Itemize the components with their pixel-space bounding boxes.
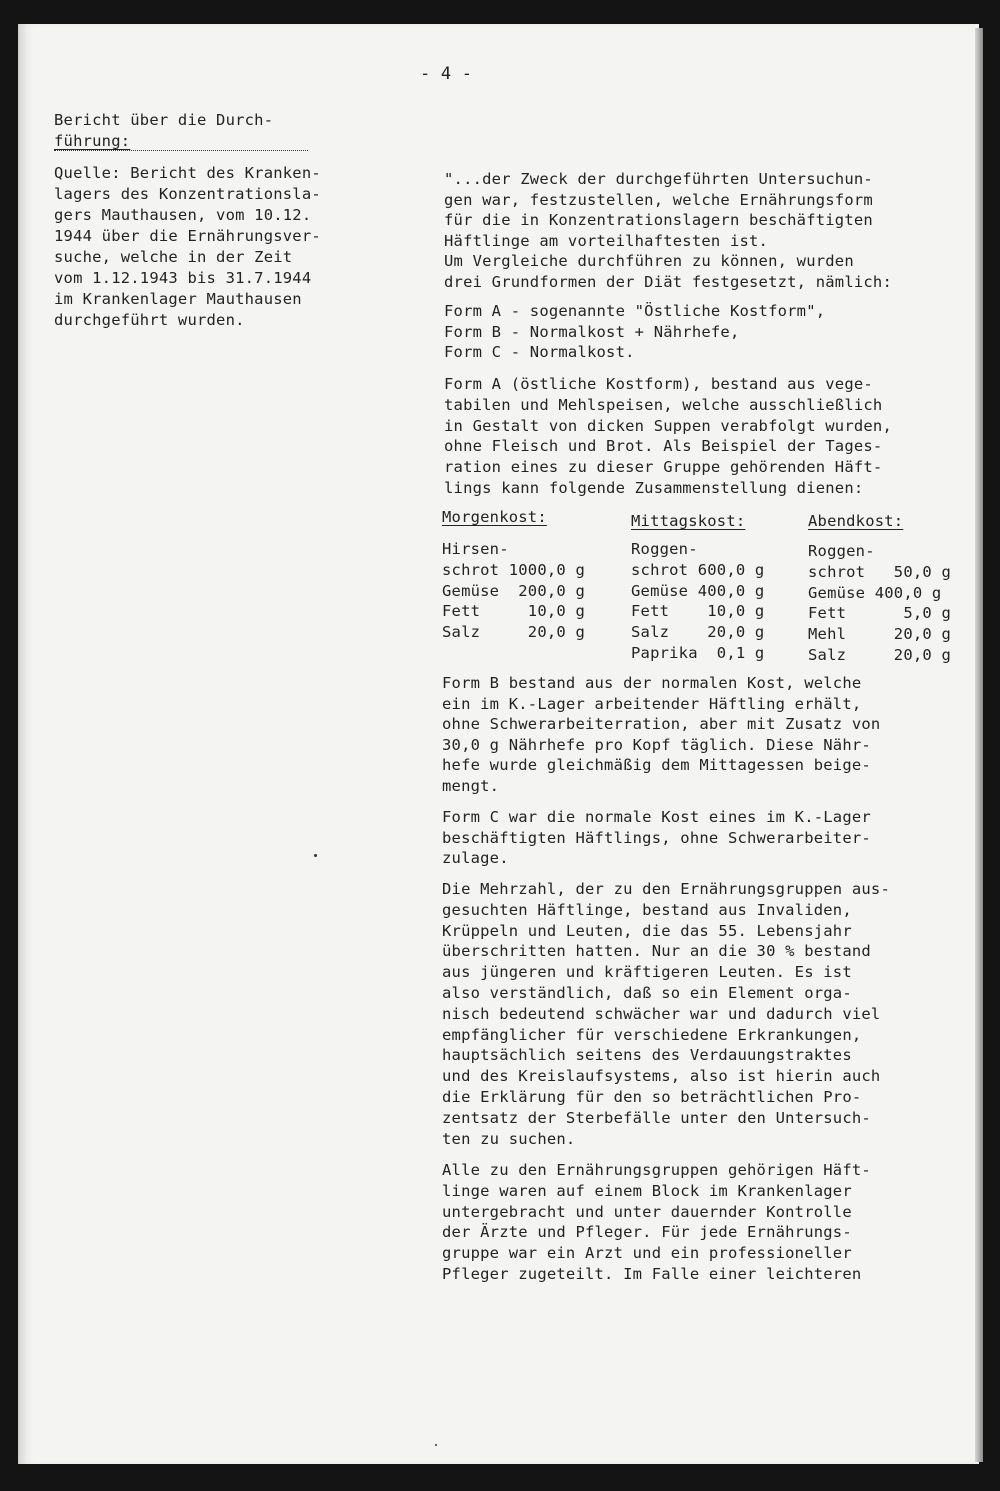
- paragraph-2-line: Form A (östliche Kostform), bestand aus vege-: [444, 375, 873, 393]
- diet-noon-line: Paprika 0,1 g: [631, 644, 765, 662]
- paragraph-5-line: zentsatz der Sterbefälle unter den Untersuch-: [442, 1108, 871, 1127]
- sidebar-source-line: gers Mauthausen, vom 10.12.: [54, 206, 312, 224]
- paragraph-5-line: hauptsächlich seitens des Verdauungstraktes: [442, 1046, 852, 1065]
- paragraph-2-line: ration eines zu dieser Gruppe gehörenden Häft-: [444, 458, 883, 477]
- sidebar-source-line: 1944 über die Ernährungsver-: [54, 227, 321, 245]
- paragraph-5-line: gesuchten Häftlinge, bestand aus Invaliden,: [442, 900, 852, 919]
- sidebar-heading-line: Bericht über die Durch-: [54, 111, 274, 129]
- diet-morning-line: Hirsen-: [442, 540, 509, 558]
- paragraph-5-line: und des Kreislaufsystems, also ist hierin auch: [442, 1067, 881, 1086]
- paragraph-5-line: empfänglicher für verschiedene Erkrankungen,: [442, 1025, 862, 1044]
- sidebar-heading-line: führung:: [54, 132, 131, 150]
- paragraph-5-line: aus jüngeren und kräftigeren Leuten. Es ist: [442, 963, 852, 982]
- diet-evening-line: Gemüse 400,0 g: [808, 583, 942, 602]
- paragraph-5-line: nisch bedeutend schwächer war und dadurch viel: [442, 1004, 881, 1023]
- sidebar-source-line: suche, welche in der Zeit: [54, 248, 293, 266]
- diet-evening-line: Fett 5,0 g: [808, 604, 951, 623]
- diet-form-line: Form A - sogenannte "Östliche Kostform",: [444, 302, 826, 320]
- diet-header-morning: Morgenkost:: [442, 508, 547, 526]
- diet-morning-line: schrot 1000,0 g: [442, 560, 585, 579]
- paragraph-4-line: zulage.: [442, 849, 509, 867]
- page-edge-shadow: [975, 28, 983, 1462]
- paragraph-5-line: die Erklärung für den so beträchtlichen Pro-: [442, 1088, 862, 1106]
- paragraph-4-line: beschäftigten Häftlings, ohne Schwerarbeiter-: [442, 828, 871, 847]
- paragraph-1-line: Häftlinge am vorteilhaftesten ist.: [444, 231, 769, 250]
- diet-form-line: Form C - Normalkost.: [444, 343, 635, 361]
- sidebar-source-line: durchgeführt wurden.: [54, 311, 245, 329]
- paragraph-1-line: gen war, festzustellen, welche Ernährungsform: [444, 190, 873, 209]
- diet-noon-line: Fett 10,0 g: [631, 602, 765, 621]
- paragraph-3-line: Form B bestand aus der normalen Kost, welche: [442, 674, 862, 692]
- paragraph-6-line: linge waren auf einem Block im Krankenlager: [442, 1181, 852, 1200]
- paragraph-3-line: ohne Schwerarbeiterration, aber mit Zusatz von: [442, 715, 881, 733]
- paragraph-5-line: überschritten hatten. Nur an die 30 % bestand: [442, 942, 871, 961]
- sidebar-source-line: Quelle: Bericht des Kranken-: [54, 164, 321, 182]
- diet-evening-line: Salz 20,0 g: [808, 646, 951, 664]
- paragraph-6-line: Alle zu den Ernährungsgruppen gehörigen Häft-: [442, 1161, 871, 1179]
- paragraph-2-line: lings kann folgende Zusammenstellung dienen:: [444, 479, 864, 497]
- paragraph-6-line: Pfleger zugeteilt. Im Falle einer leichteren: [442, 1265, 862, 1283]
- paragraph-5-line: Die Mehrzahl, der zu den Ernährungsgruppen aus-: [442, 880, 890, 898]
- page-number: - 4 -: [420, 64, 473, 84]
- heading-dotted-rule: [54, 150, 308, 151]
- sidebar-source-line: lagers des Konzentrationsla-: [54, 185, 321, 203]
- diet-noon-line: Roggen-: [631, 540, 698, 558]
- diet-header-evening: Abendkost:: [808, 512, 904, 530]
- diet-evening-line: Roggen-: [808, 542, 875, 560]
- sidebar-source-line: vom 1.12.1943 bis 31.7.1944: [54, 269, 312, 287]
- diet-noon-line: schrot 600,0 g: [631, 560, 765, 579]
- paragraph-6-line: der Ärzte und Pfleger. Für jede Ernährungs-: [442, 1223, 852, 1242]
- diet-noon-line: Gemüse 400,0 g: [631, 581, 765, 600]
- paragraph-1-line: drei Grundformen der Diät festgesetzt, nämlich:: [444, 272, 892, 291]
- paragraph-2-line: in Gestalt von dicken Suppen verabfolgt wurden,: [444, 416, 892, 435]
- paragraph-3-line: ein im K.-Lager arbeitender Häftling erhält,: [442, 694, 862, 713]
- paragraph-6-line: untergebracht und unter dauernder Kontrolle: [442, 1202, 852, 1221]
- paragraph-3-line: mengt.: [442, 776, 500, 795]
- paragraph-1-line: für die in Konzentrationslagern beschäftigten: [444, 211, 873, 229]
- diet-morning-line: Fett 10,0 g: [442, 602, 585, 621]
- diet-evening-line: Mehl 20,0 g: [808, 625, 951, 644]
- paragraph-4-line: Form C war die normale Kost eines im K.-Lager: [442, 808, 871, 826]
- paragraph-5-line: ten zu suchen.: [442, 1129, 576, 1148]
- diet-morning-line: Salz 20,0 g: [442, 623, 585, 642]
- paper-speck: [314, 854, 317, 857]
- diet-header-noon: Mittagskost:: [631, 512, 746, 530]
- diet-noon-line: Salz 20,0 g: [631, 623, 765, 642]
- paragraph-1-line: "...der Zweck der durchgeführten Untersuchun-: [444, 170, 873, 188]
- diet-evening-line: schrot 50,0 g: [808, 562, 951, 581]
- paragraph-1-line: Um Vergleiche durchführen zu können, wurden: [444, 252, 854, 270]
- paragraph-6-line: gruppe war ein Arzt und ein professioneller: [442, 1244, 852, 1263]
- paragraph-5-line: Krüppeln und Leuten, die das 55. Lebensjahr: [442, 921, 852, 940]
- diet-form-line: Form B - Normalkost + Nährhefe,: [444, 322, 740, 341]
- paragraph-3-line: hefe wurde gleichmäßig dem Mittagessen beige-: [442, 756, 871, 774]
- sidebar-source-line: im Krankenlager Mauthausen: [54, 290, 302, 308]
- paragraph-5-line: also verständlich, daß so ein Element orga-: [442, 984, 852, 1002]
- paper-speck: [435, 1444, 437, 1446]
- paragraph-3-line: 30,0 g Nährhefe pro Kopf täglich. Diese Nähr-: [442, 735, 871, 754]
- diet-morning-line: Gemüse 200,0 g: [442, 581, 585, 600]
- paragraph-2-line: tabilen und Mehlspeisen, welche ausschließlich: [444, 395, 883, 414]
- paragraph-2-line: ohne Fleisch und Brot. Als Beispiel der Tages-: [444, 437, 883, 456]
